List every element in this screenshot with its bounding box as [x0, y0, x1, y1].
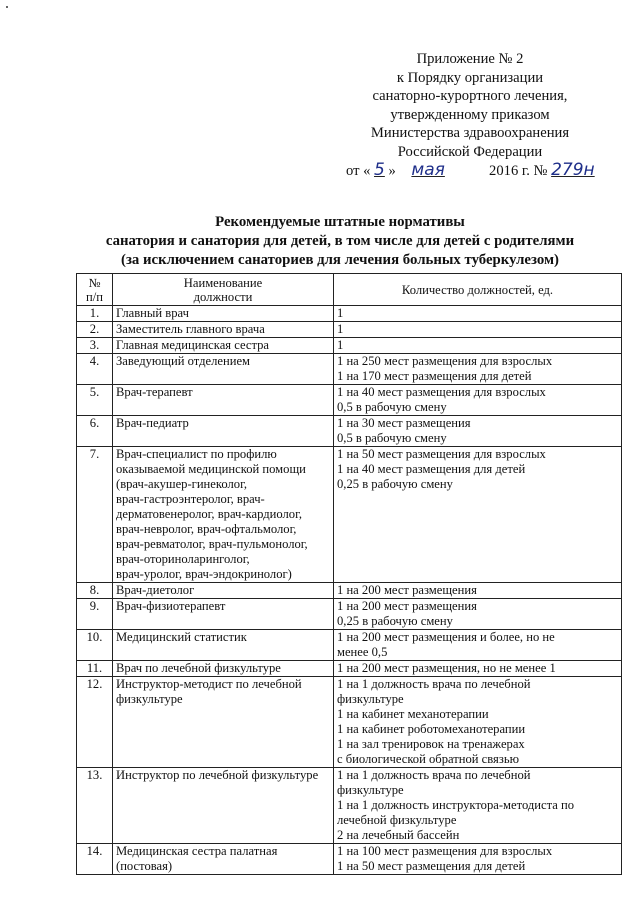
quantity-line: 1 на 200 мест размещения — [337, 583, 477, 597]
quantity-line: 1 на 50 мест размещения для взрослых — [337, 447, 546, 461]
position-name-line: Врач-терапевт — [116, 385, 193, 399]
position-name-line: (врач-акушер-гинеколог, — [116, 477, 247, 491]
position-name — [113, 447, 334, 583]
handwritten-day: 5 — [374, 160, 385, 180]
position-quantity — [334, 844, 622, 875]
row-number: 4. — [77, 354, 113, 385]
table-row — [77, 768, 622, 844]
date-prefix: от « — [346, 163, 371, 179]
year-text: 2016 г. № — [489, 163, 548, 179]
position-quantity — [334, 385, 622, 416]
position-name-line: Заместитель главного врача — [116, 322, 265, 336]
row-number: 1. — [77, 306, 113, 322]
position-quantity — [334, 354, 622, 385]
appendix-line: Министерства здравоохранения — [370, 125, 570, 141]
position-quantity — [334, 447, 622, 583]
appendix-line: Российской Федерации — [397, 143, 543, 160]
quantity-line: 1 — [337, 338, 344, 352]
quantity-line: 1 на 1 должность инструктора-методиста по — [337, 798, 575, 812]
title-line: (за исключением санаториев для лечения больных туберкулезом) — [121, 252, 559, 268]
quantity-line: 1 — [337, 306, 344, 320]
document-title — [40, 213, 640, 270]
table-row — [77, 583, 622, 599]
handwritten-order-number: 279н — [551, 160, 595, 180]
position-name-line: Заведующий отделением — [116, 354, 251, 368]
quantity-line: 1 на 40 мест размещения для детей — [337, 462, 526, 476]
position-name-line: Врач-физиотерапевт — [116, 599, 226, 613]
quantity-line: 0,25 в рабочую смену — [337, 614, 453, 628]
position-name — [113, 583, 334, 599]
position-name — [113, 322, 334, 338]
position-name-line: (постовая) — [116, 859, 173, 873]
date-mid: » — [388, 163, 396, 179]
quantity-line: 1 на 30 мест размещения — [337, 416, 471, 430]
quantity-line: 1 на 1 должность врача по лечебной — [337, 677, 531, 691]
position-quantity — [334, 322, 622, 338]
quantity-line: 2 на лечебный бассейн — [337, 828, 460, 842]
quantity-line: 1 на 40 мест размещения для взрослых — [337, 385, 546, 399]
quantity-line: 1 на зал тренировок на тренажерах — [337, 737, 525, 751]
quantity-line: с биологической обратной связью — [337, 752, 519, 766]
table-header-row — [77, 274, 622, 306]
position-quantity — [334, 306, 622, 322]
table-row — [77, 630, 622, 661]
position-name — [113, 416, 334, 447]
quantity-line: 1 на кабинет механотерапии — [337, 707, 489, 721]
position-quantity — [334, 338, 622, 354]
position-name-line: Врач-педиатр — [116, 416, 189, 430]
quantity-line: 1 на 200 мест размещения и более, но не — [337, 630, 555, 644]
row-number: 8. — [77, 583, 113, 599]
position-quantity — [334, 677, 622, 768]
position-name-line: физкультуре — [116, 692, 183, 706]
position-name-line: Медицинский статистик — [116, 630, 247, 644]
table-row — [77, 599, 622, 630]
position-name-line: Врач по лечебной физкультуре — [116, 661, 281, 675]
row-number: 10. — [77, 630, 113, 661]
quantity-line: физкультуре — [337, 783, 404, 797]
quantity-line: 1 на 50 мест размещения для детей — [337, 859, 526, 873]
table-row — [77, 306, 622, 322]
row-number: 11. — [77, 661, 113, 677]
order-date-line — [346, 161, 620, 181]
scan-speck — [6, 6, 8, 8]
position-name-line: врач-невролог, врач-офтальмолог, — [116, 522, 297, 536]
position-name-line: Инструктор-методист по лечебной — [116, 677, 302, 691]
table-row — [77, 447, 622, 583]
position-name-line: Врач-диетолог — [116, 583, 195, 597]
table-row — [77, 416, 622, 447]
row-number: 13. — [77, 768, 113, 844]
position-quantity — [334, 583, 622, 599]
position-quantity — [334, 630, 622, 661]
header-num: № п/п — [77, 274, 113, 306]
handwritten-month: мая — [411, 160, 445, 180]
row-number: 12. — [77, 677, 113, 768]
quantity-line: 1 — [337, 322, 344, 336]
quantity-line: 1 на 200 мест размещения, но не менее 1 — [337, 661, 556, 675]
table-row — [77, 844, 622, 875]
position-quantity — [334, 661, 622, 677]
quantity-line: 1 на 100 мест размещения для взрослых — [337, 844, 553, 858]
appendix-number: Приложение № 2 — [416, 51, 524, 67]
quantity-line: физкультуре — [337, 692, 404, 706]
table-row — [77, 322, 622, 338]
row-number: 5. — [77, 385, 113, 416]
appendix-line: утвержденному приказом — [390, 106, 550, 123]
header-position: Наименование должности — [113, 274, 334, 306]
quantity-line: 1 на кабинет роботомеханотерапии — [337, 722, 526, 736]
quantity-line: 0,5 в рабочую смену — [337, 431, 447, 445]
position-name — [113, 844, 334, 875]
staffing-table — [76, 273, 622, 875]
table-row — [77, 677, 622, 768]
position-name-line: Главная медицинская сестра — [116, 338, 270, 352]
table-row — [77, 385, 622, 416]
position-name-line: врач-оториноларинголог, — [116, 552, 250, 566]
row-number: 3. — [77, 338, 113, 354]
position-name — [113, 599, 334, 630]
row-number: 14. — [77, 844, 113, 875]
position-name-line: врач-гастроэнтеролог, врач- — [116, 492, 265, 506]
position-quantity — [334, 416, 622, 447]
quantity-line: 0,5 в рабочую смену — [337, 400, 447, 414]
table-row — [77, 338, 622, 354]
position-name-line: дерматовенеролог, врач-кардиолог, — [116, 507, 302, 521]
position-name — [113, 338, 334, 354]
title-line: Рекомендуемые штатные нормативы — [215, 214, 465, 230]
position-name — [113, 661, 334, 677]
row-number: 7. — [77, 447, 113, 583]
position-name — [113, 630, 334, 661]
position-quantity — [334, 768, 622, 844]
quantity-line: 0,25 в рабочую смену — [337, 477, 453, 491]
quantity-line: лечебной физкультуре — [337, 813, 457, 827]
quantity-line: 1 на 1 должность врача по лечебной — [337, 768, 531, 782]
position-name — [113, 354, 334, 385]
quantity-line: 1 на 250 мест размещения для взрослых — [337, 354, 553, 368]
position-name-line: Медицинская сестра палатная — [116, 844, 278, 858]
row-number: 6. — [77, 416, 113, 447]
quantity-line: 1 на 200 мест размещения — [337, 599, 477, 613]
row-number: 9. — [77, 599, 113, 630]
title-line: санатория и санатория для детей, в том числе для детей с родителями — [105, 233, 575, 249]
position-name-line: Инструктор по лечебной физкультуре — [116, 768, 319, 782]
table-row — [77, 354, 622, 385]
row-number: 2. — [77, 322, 113, 338]
position-name-line: оказываемой медицинской помощи — [116, 462, 306, 476]
position-name — [113, 768, 334, 844]
quantity-line: менее 0,5 — [337, 645, 388, 659]
quantity-line: 1 на 170 мест размещения для детей — [337, 369, 532, 383]
appendix-header — [320, 50, 620, 181]
position-name-line: Врач-специалист по профилю — [116, 447, 277, 461]
table-row — [77, 661, 622, 677]
table-body — [77, 306, 622, 875]
position-name-line: врач-уролог, врач-эндокринолог) — [116, 567, 292, 581]
header-quantity: Количество должностей, ед. — [334, 274, 622, 306]
position-name-line: Главный врач — [116, 306, 189, 320]
position-name — [113, 306, 334, 322]
position-quantity — [334, 599, 622, 630]
position-name — [113, 385, 334, 416]
appendix-line: к Порядку организации — [396, 69, 544, 86]
appendix-line: санаторно-курортного лечения, — [372, 88, 568, 104]
position-name-line: врач-ревматолог, врач-пульмонолог, — [116, 537, 308, 551]
position-name — [113, 677, 334, 768]
